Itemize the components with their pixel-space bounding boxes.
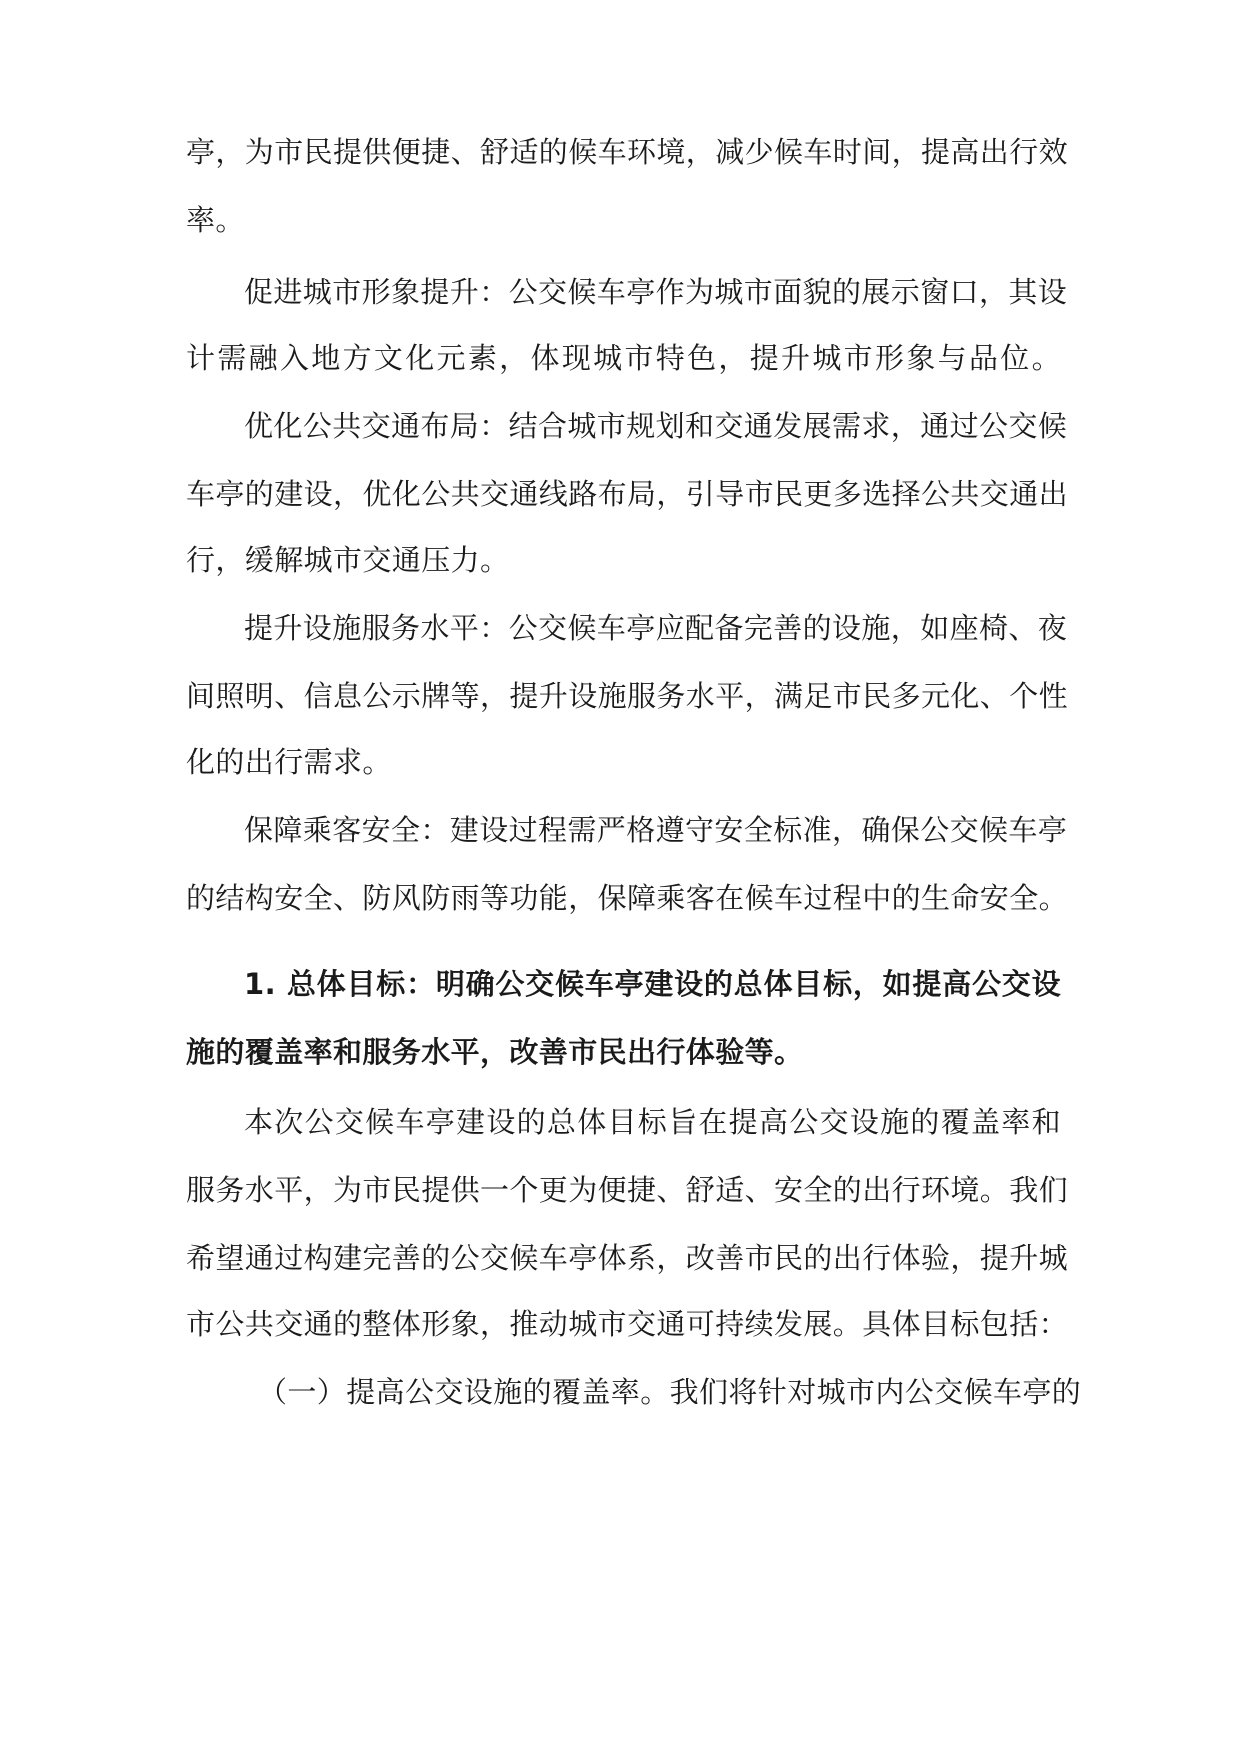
paragraph-line: 促进城市形象提升：公交候车亭作为城市面貌的展示窗口，其设 <box>244 275 1068 309</box>
paragraph-line: 化的出行需求。 <box>186 745 392 779</box>
paragraph-line: 计需融入地方文化元素，体现城市特色，提升城市形象与品位。 <box>186 341 1061 375</box>
paragraph-line: 本次公交候车亭建设的总体目标旨在提高公交设施的覆盖率和 <box>244 1105 1061 1139</box>
paragraph-line: 率。 <box>186 203 245 237</box>
paragraph-line: 间照明、信息公示牌等，提升设施服务水平，满足市民多元化、个性 <box>186 679 1069 713</box>
paragraph-line: 提升设施服务水平：公交候车亭应配备完善的设施，如座椅、夜 <box>244 611 1068 645</box>
section-heading-line: 1. 总体目标：明确公交候车亭建设的总体目标，如提高公交设 <box>244 967 1061 1001</box>
section-heading-line: 施的覆盖率和服务水平，改善市民出行体验等。 <box>186 1035 804 1069</box>
paragraph-line: 市公共交通的整体形象，推动城市交通可持续发展。具体目标包括： <box>186 1307 1069 1341</box>
paragraph-line: 行，缓解城市交通压力。 <box>186 543 510 577</box>
paragraph-line: 车亭的建设，优化公共交通线路布局，引导市民更多选择公共交通出 <box>186 477 1069 511</box>
paragraph-line: 服务水平，为市民提供一个更为便捷、舒适、安全的出行环境。我们 <box>186 1173 1069 1207</box>
paragraph-line: 亭，为市民提供便捷、舒适的候车环境，减少候车时间，提高出行效 <box>186 135 1069 169</box>
paragraph-line: （一）提高公交设施的覆盖率。我们将针对城市内公交候车亭的 <box>258 1375 1082 1409</box>
paragraph-line: 的结构安全、防风防雨等功能，保障乘客在候车过程中的生命安全。 <box>186 881 1069 915</box>
paragraph-line: 希望通过构建完善的公交候车亭体系，改善市民的出行体验，提升城 <box>186 1241 1069 1275</box>
paragraph-line: 保障乘客安全：建设过程需严格遵守安全标准，确保公交候车亭 <box>244 813 1068 847</box>
paragraph-line: 优化公共交通布局：结合城市规划和交通发展需求，通过公交候 <box>244 409 1068 443</box>
